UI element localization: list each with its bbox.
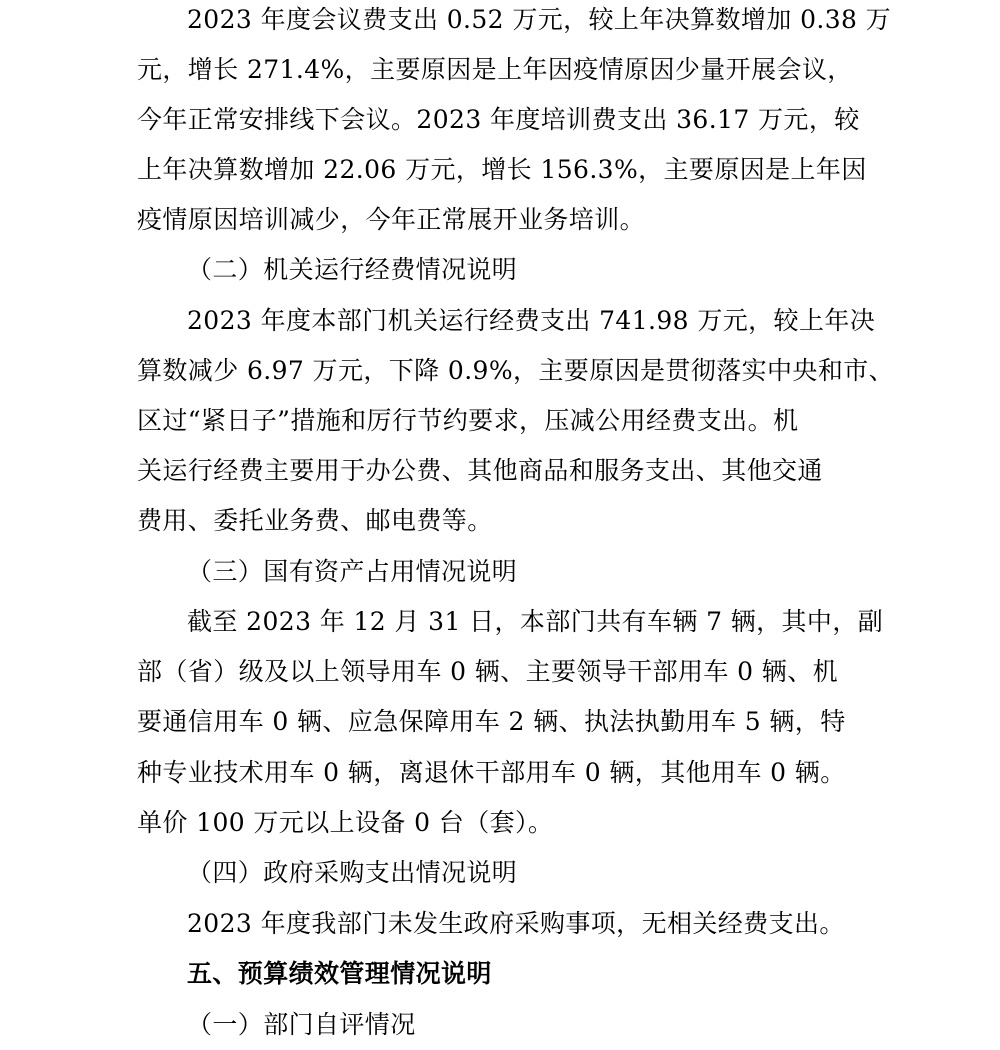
paragraph-line: 元，增长 271.4%，主要原因是上年因疫情原因少量开展会议， bbox=[137, 55, 853, 84]
paragraph-line: 今年正常安排线下会议。2023 年度培训费支出 36.17 万元，较 bbox=[137, 105, 860, 134]
subheading-state-assets: （三）国有资产占用情况说明 bbox=[187, 557, 518, 586]
subheading-government-procurement: （四）政府采购支出情况说明 bbox=[187, 858, 518, 887]
paragraph-line: 疫情原因培训减少，今年正常展开业务培训。 bbox=[137, 205, 646, 234]
paragraph-line: 单价 100 万元以上设备 0 台（套）。 bbox=[137, 808, 554, 837]
paragraph-line: 费用、委托业务费、邮电费等。 bbox=[137, 506, 493, 535]
subheading-self-evaluation: （一）部门自评情况 bbox=[187, 1010, 416, 1039]
section-heading-performance: 五、预算绩效管理情况说明 bbox=[187, 959, 492, 988]
paragraph-line: 截至 2023 年 12 月 31 日，本部门共有车辆 7 辆，其中，副 bbox=[187, 607, 884, 636]
paragraph-line: 2023 年度会议费支出 0.52 万元，较上年决算数增加 0.38 万 bbox=[187, 5, 892, 34]
paragraph-line: 区过“紧日子”措施和厉行节约要求，压减公用经费支出。机 bbox=[137, 406, 799, 435]
paragraph-line: 种专业技术用车 0 辆，离退休干部用车 0 辆，其他用车 0 辆。 bbox=[137, 758, 846, 787]
paragraph-line: 关运行经费主要用于办公费、其他商品和服务支出、其他交通 bbox=[137, 456, 823, 485]
paragraph-line: 2023 年度本部门机关运行经费支出 741.98 万元，较上年决 bbox=[187, 306, 876, 335]
paragraph-line: 2023 年度我部门未发生政府采购事项，无相关经费支出。 bbox=[187, 909, 845, 938]
paragraph-line: 算数减少 6.97 万元，下降 0.9%，主要原因是贯彻落实中央和市、 bbox=[137, 356, 895, 385]
paragraph-line: 上年决算数增加 22.06 万元，增长 156.3%，主要原因是上年因 bbox=[137, 155, 867, 184]
paragraph-line: 部（省）级及以上领导用车 0 辆、主要领导干部用车 0 辆、机 bbox=[137, 657, 839, 686]
subheading-operating-expenses: （二）机关运行经费情况说明 bbox=[187, 255, 518, 284]
paragraph-line: 要通信用车 0 辆、应急保障用车 2 辆、执法执勤用车 5 辆，特 bbox=[137, 707, 846, 736]
